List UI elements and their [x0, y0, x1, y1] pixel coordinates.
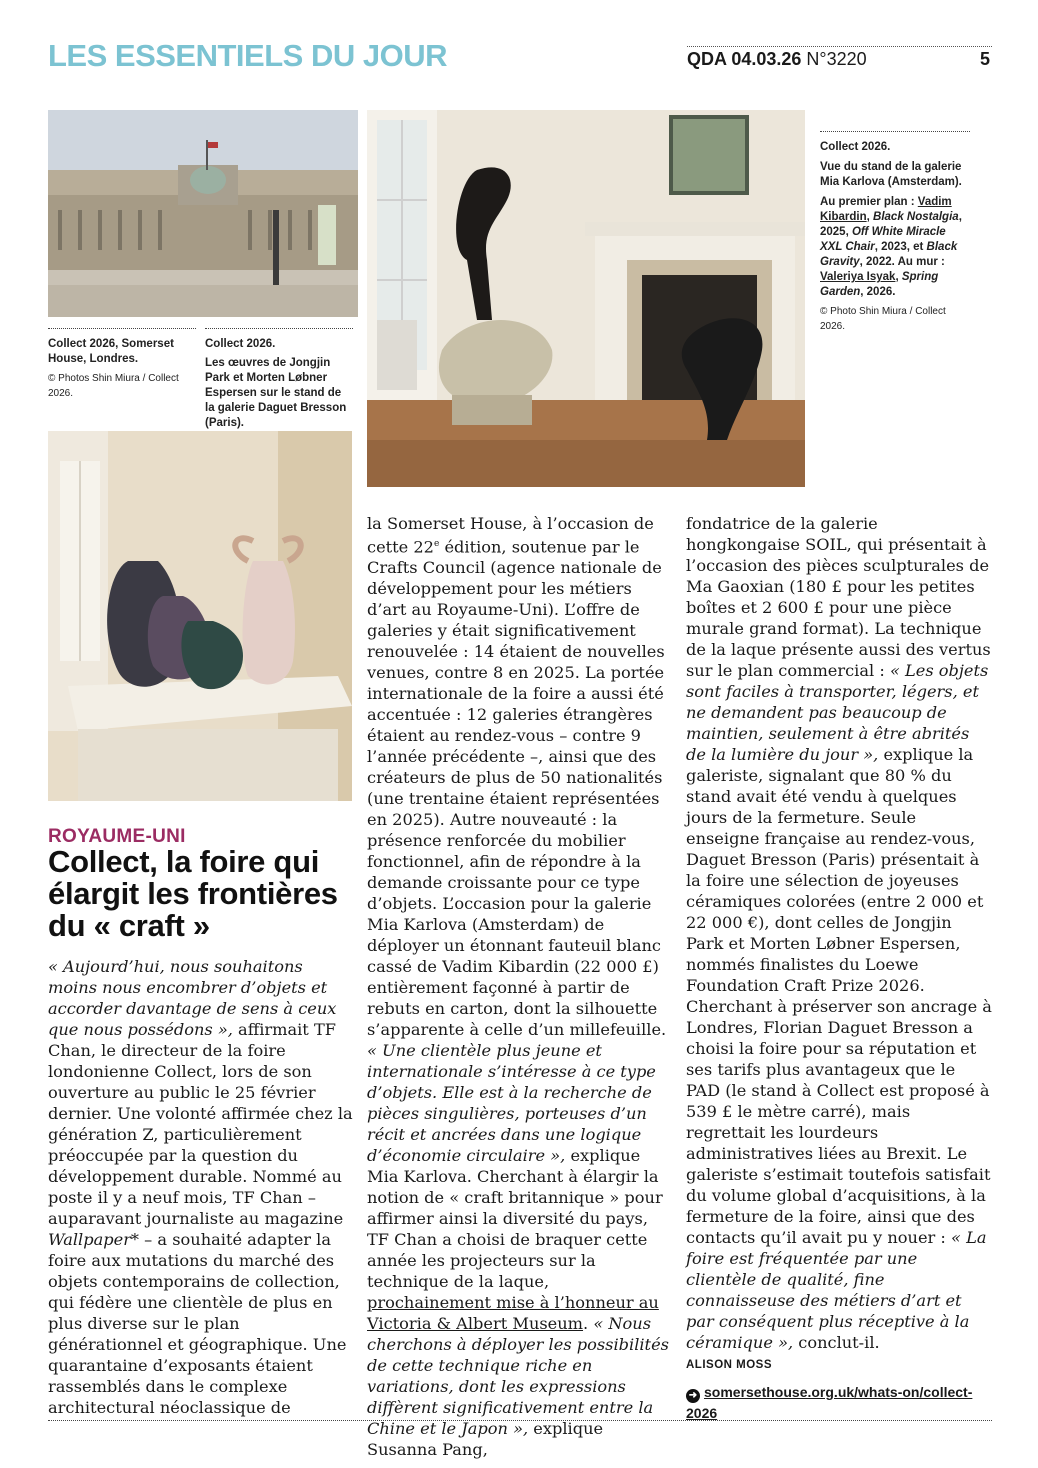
caption-fg-label: Au premier plan : — [820, 196, 918, 208]
article-column-3 — [686, 513, 992, 1423]
col2-text2: édition, soutenue par le Crafts Council (agence nationale de développement pour les métiers d’art au Royaume-Uni). L’offre de galeries y était significativement renouvelée : 14 étaient de nouvelles venues, contre 8 en 2025. La portée internationale de la foire a aussi été accentuée : 12 galeries étrangères étaient au rendez-vous – contre 9 l’année précédente –, ainsi que des créateurs de plus de 50 nationalités (une trentaine étaient représentées en 2025). Autre nouveauté : la présence renforcée du mobilier fonctionnel, afin de répondre à la demande croissante pour ce type d’objets. L’occasion pour la galerie Mia Karlova (Amsterdam) de déployer un étonnant fauteuil blanc cassé de Vadim Kibardin (22 000 £) entièrement façonné à partir de rebuts en carton, dont la silhouette s’apparente à celle d’un millefeuille. — [367, 537, 667, 1040]
column-1-paragraph — [48, 956, 356, 1418]
article-column-2 — [367, 513, 673, 1460]
col2-quote2: « Nous cherchons à déployer les possibilités de cette technique riche en variations, dont les expressions diffèrent significativement entre la Chine et le Japon », — [367, 1314, 669, 1439]
caption-stand-details — [820, 195, 970, 300]
column-3-paragraph — [686, 513, 992, 1353]
col3-text2: explique la galeriste, signalant que 80 % du stand avait été vendu à quelques jours de la fermeture. Seule enseigne française au rendez-vous, Daguet Bresson (Paris) présentait à la foire une sélection de joyeuses céramiques colorées (entre 2 000 et 22 000 €), dont celles de Jongjin Park et Morten Løbner Espersen, nommés finalistes du Loewe Foundation Craft Prize 2026. Cherchant à préserver son ancrage à Londres, Florian Daguet Bresson a choisi la foire pour sa réputation et ses tarifs plus avantageux que le PAD (le stand à Collect est proposé à 539 £ le mètre carré), mais regrettait les lourdeurs administratives liées au Brexit. Le galeriste s’estimait toutefois satisfait du volume global d’acquisitions, à la fermeture de la foire, ainsi que des contacts qu’il avait pu y nouer : — [686, 745, 992, 1247]
col1-text2: – a souhaité adapter la foire aux mutations du marché des objets contemporains de collection, qui fédère une clientèle de plus en plus diverse sur le plan générationnel et géographique. Une quarantaine d’exposants étaient rassemblés dans le complexe architectural néoclassique de — [48, 1230, 347, 1417]
caption-stand-view: Vue du stand de la galerie Mia Karlova (Amsterdam). — [820, 161, 962, 188]
caption-somerset — [48, 328, 196, 401]
col1-quote: « Aujourd’hui, nous souhaitons moins nous encombrer d’objets et accorder davantage de sens à ceux que nous possédons », — [48, 957, 337, 1039]
caption-work3: Black Gravity — [820, 241, 958, 268]
issue-number: N°3220 — [806, 49, 867, 69]
col1-magazine: Wallpaper* — [48, 1230, 140, 1249]
caption-work1: Black Nostalgia — [873, 211, 959, 223]
col2-sup: e — [433, 539, 440, 549]
col2-text4: . — [583, 1314, 594, 1334]
caption-stand-title: Collect 2026. — [820, 141, 891, 153]
caption-year2: , 2023, et — [874, 241, 927, 253]
col3-text3: conclut-il. — [793, 1333, 880, 1352]
col3-quote2: « La foire est fréquentée par une clientèle de qualité, fine connaisseuse des métiers d’art et par conséquent plus réceptive à la céramique », — [686, 1228, 987, 1352]
vases-photo — [48, 431, 352, 801]
section-title: LES ESSENTIELS DU JOUR — [48, 38, 447, 73]
col2-text3: explique Mia Karlova. Cherchant à élargir la notion de « craft britannique » pour affirmer ainsi la diversité du pays, TF Chan a choisi de braquer cette année les projecteurs sur la technique de la laque, — [367, 1146, 663, 1292]
caption-somerset-title: Collect 2026, Somerset House, Londres. — [48, 338, 174, 365]
caption-work4: Spring Garden — [820, 271, 939, 298]
col2-quote1: « Une clientèle plus jeune et internationale s’intéresse à ce type d’objets. Elle est à la recherche de pièces singulières, porteuses d’un récit et ancrées dans une logique d’économie circulaire », — [367, 1041, 656, 1166]
article-column-1 — [48, 956, 356, 1418]
column-2-paragraph — [367, 513, 673, 1460]
issue-info — [687, 46, 992, 70]
arrow-right-icon: ➜ — [686, 1389, 700, 1403]
col2-text1: la Somerset House, à l’occasion de cette 22 — [367, 514, 654, 557]
caption-year4: , 2026. — [860, 286, 896, 298]
gallery-stand-photo — [367, 110, 805, 487]
somerset-house-photo — [48, 110, 358, 317]
caption-vases-title: Collect 2026. — [205, 338, 276, 350]
caption-work2: Off White Miracle XXL Chair — [820, 226, 946, 253]
caption-sep-2: , — [895, 271, 902, 283]
caption-vases — [205, 328, 353, 431]
caption-year1: , 2025, — [820, 211, 962, 238]
col3-text1: fondatrice de la galerie hongkongaise SOIL, qui présentait à l’occasion des pièces sculpturales de Ma Gaoxian (180 £ pour les petites boîtes et 2 600 £ pour une pièce murale grand format). La technique de la laque présente aussi des vertus sur le plan commercial : — [686, 514, 991, 680]
caption-fg-artist[interactable]: Vadim Kibardin — [820, 196, 952, 223]
caption-stand — [820, 131, 970, 334]
col3-quote1: « Les objets sont faciles à transporter, légers, et ne demandent pas beaucoup de maintien, seulement à être abrités de la lumière du jour », — [686, 661, 989, 764]
bottom-divider — [48, 1420, 992, 1421]
col2-link[interactable]: prochainement mise à l’honneur au Victoria & Albert Museum — [367, 1293, 659, 1334]
caption-somerset-credit: © Photos Shin Miura / Collect 2026. — [48, 373, 179, 399]
caption-vases-text: Les œuvres de Jongjin Park et Morten Løbner Espersen sur le stand de la galerie Daguet Bresson (Paris). — [205, 357, 347, 429]
article-link-url[interactable]: somersethouse.org.uk/whats-on/collect-2026 — [686, 1384, 973, 1421]
article-author: ALISON MOSS — [686, 1359, 773, 1371]
caption-stand-credit: © Photo Shin Miura / Collect 2026. — [820, 306, 946, 332]
caption-sep-1: , — [866, 211, 874, 223]
article-headline: Collect, la foire qui élargit les frontières du « craft » — [48, 844, 338, 943]
article-kicker: ROYAUME-UNI — [48, 826, 186, 847]
caption-year3: , 2022. Au mur : — [859, 256, 945, 268]
issue-date: QDA 04.03.26 — [687, 49, 802, 69]
col2-text5: explique Susanna Pang, — [367, 1419, 604, 1460]
caption-wall-artist[interactable]: Valeriya Isyak — [820, 271, 896, 283]
col1-text1: affirmait TF Chan, le directeur de la foire londonienne Collect, lors de son ouverture au public le 25 février dernier. Une volonté affirmée chez la génération Z, particulièrement préoccupée par la question du développement durable. Nommé au poste il y a neuf mois, TF Chan – auparavant journaliste au magazine — [48, 1020, 353, 1228]
page-number: 5 — [979, 49, 990, 69]
article-link[interactable] — [686, 1382, 992, 1423]
